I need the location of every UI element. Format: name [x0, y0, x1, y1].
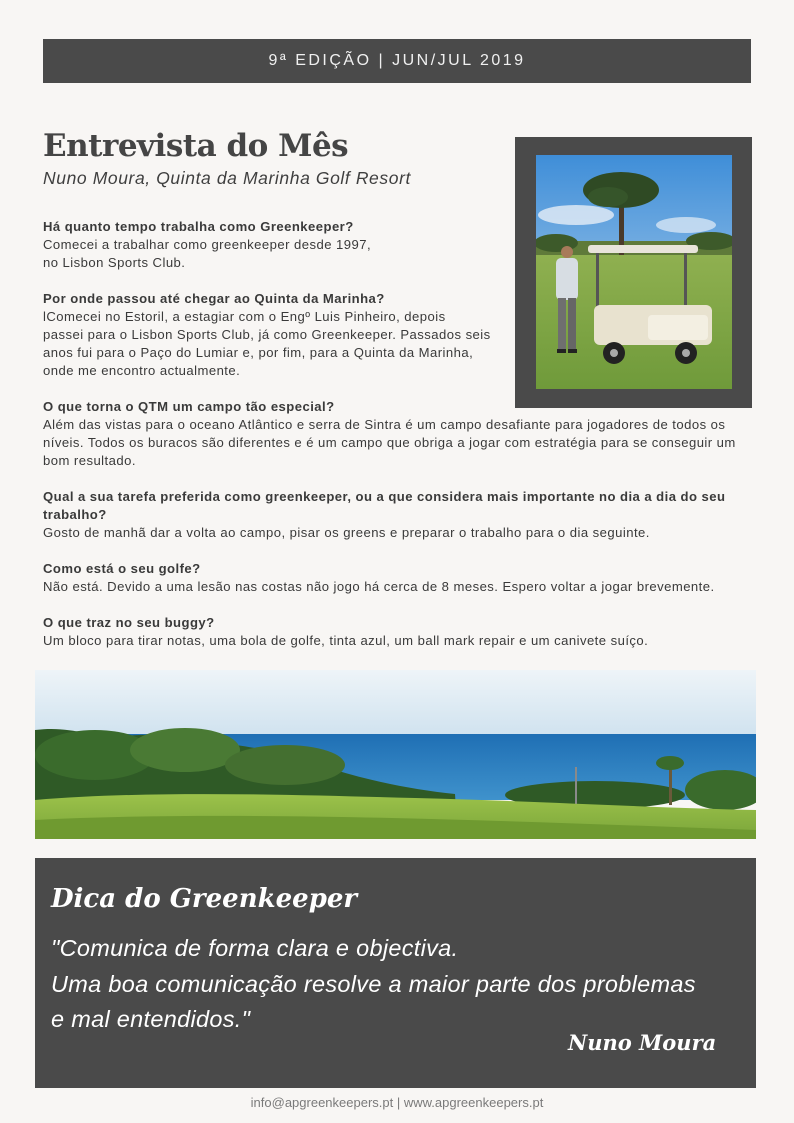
quote-line: "Comunica de forma clara e objectiva. — [51, 935, 459, 961]
article-subtitle: Nuno Moura, Quinta da Marinha Golf Resort — [43, 168, 411, 188]
question: Por onde passou até chegar ao Quinta da Marinha? — [43, 291, 385, 306]
qa-block-3 — [43, 398, 736, 470]
qa-block-1 — [43, 218, 371, 272]
answer-line: Não está. Devido a uma lesão nas costas não jogo há cerca de 8 meses. Espero voltar a jogar brevemente. — [43, 579, 715, 594]
tip-author: Nuno Moura — [568, 1030, 717, 1055]
tip-quote — [51, 931, 696, 1038]
question: O que torna o QTM um campo tão especial? — [43, 399, 335, 414]
answer-line: onde me encontro actualmente. — [43, 363, 241, 378]
edition-label: 9ª EDIÇÃO | JUN/JUL 2019 — [268, 52, 526, 69]
golf-course-landscape-photo — [35, 670, 756, 839]
answer-line: bom resultado. — [43, 453, 136, 468]
tip-title: Dica do Greenkeeper — [51, 884, 358, 914]
interviewee-photo — [536, 155, 732, 389]
answer-line: passei para o Lisbon Sports Club, já como Greenkeeper. Passados seis — [43, 327, 491, 342]
question: Como está o seu golfe? — [43, 561, 201, 576]
edition-banner — [43, 39, 751, 83]
answer-line: anos fui para o Paço do Lumiar e, por fim, para a Quinta da Marinha, — [43, 345, 474, 360]
answer-line: no Lisbon Sports Club. — [43, 255, 186, 270]
qa-block-4 — [43, 488, 725, 542]
quote-line: Uma boa comunicação resolve a maior parte dos problemas — [51, 970, 696, 997]
answer-line: Além das vistas para o oceano Atlântico e serra de Sintra é um campo desafiante para jogadores de todos os — [43, 417, 726, 432]
quote-line: e mal entendidos." — [51, 1006, 251, 1032]
footer-contact: info@apgreenkeepers.pt | www.apgreenkeepers.pt — [250, 1095, 544, 1110]
answer-line: Um bloco para tirar notas, uma bola de golfe, tinta azul, um ball mark repair e um canivete suíço. — [43, 633, 649, 648]
greenkeeper-tip-box — [35, 858, 756, 1088]
question: O que traz no seu buggy? — [43, 615, 215, 630]
interviewee-photo-frame — [515, 137, 752, 408]
qa-block-6 — [43, 614, 648, 650]
answer-line: Gosto de manhã dar a volta ao campo, pisar os greens e preparar o trabalho para o dia seguinte. — [43, 525, 650, 540]
article-title: Entrevista do Mês — [43, 128, 349, 164]
question: Há quanto tempo trabalha como Greenkeeper? — [43, 219, 354, 234]
answer-line: lComecei no Estoril, a estagiar com o Engº Luis Pinheiro, depois — [43, 309, 446, 324]
question: trabalho? — [43, 507, 107, 522]
answer-line: Comecei a trabalhar como greenkeeper desde 1997, — [43, 237, 372, 252]
answer-line: níveis. Todos os buracos são diferentes e é um campo que obriga a jogar com estratégia para se conseguir um — [43, 435, 736, 450]
question: Qual a sua tarefa preferida como greenkeeper, ou a que considera mais importante no dia a dia do seu — [43, 489, 726, 504]
qa-block-5 — [43, 560, 715, 596]
qa-block-2 — [43, 290, 491, 380]
